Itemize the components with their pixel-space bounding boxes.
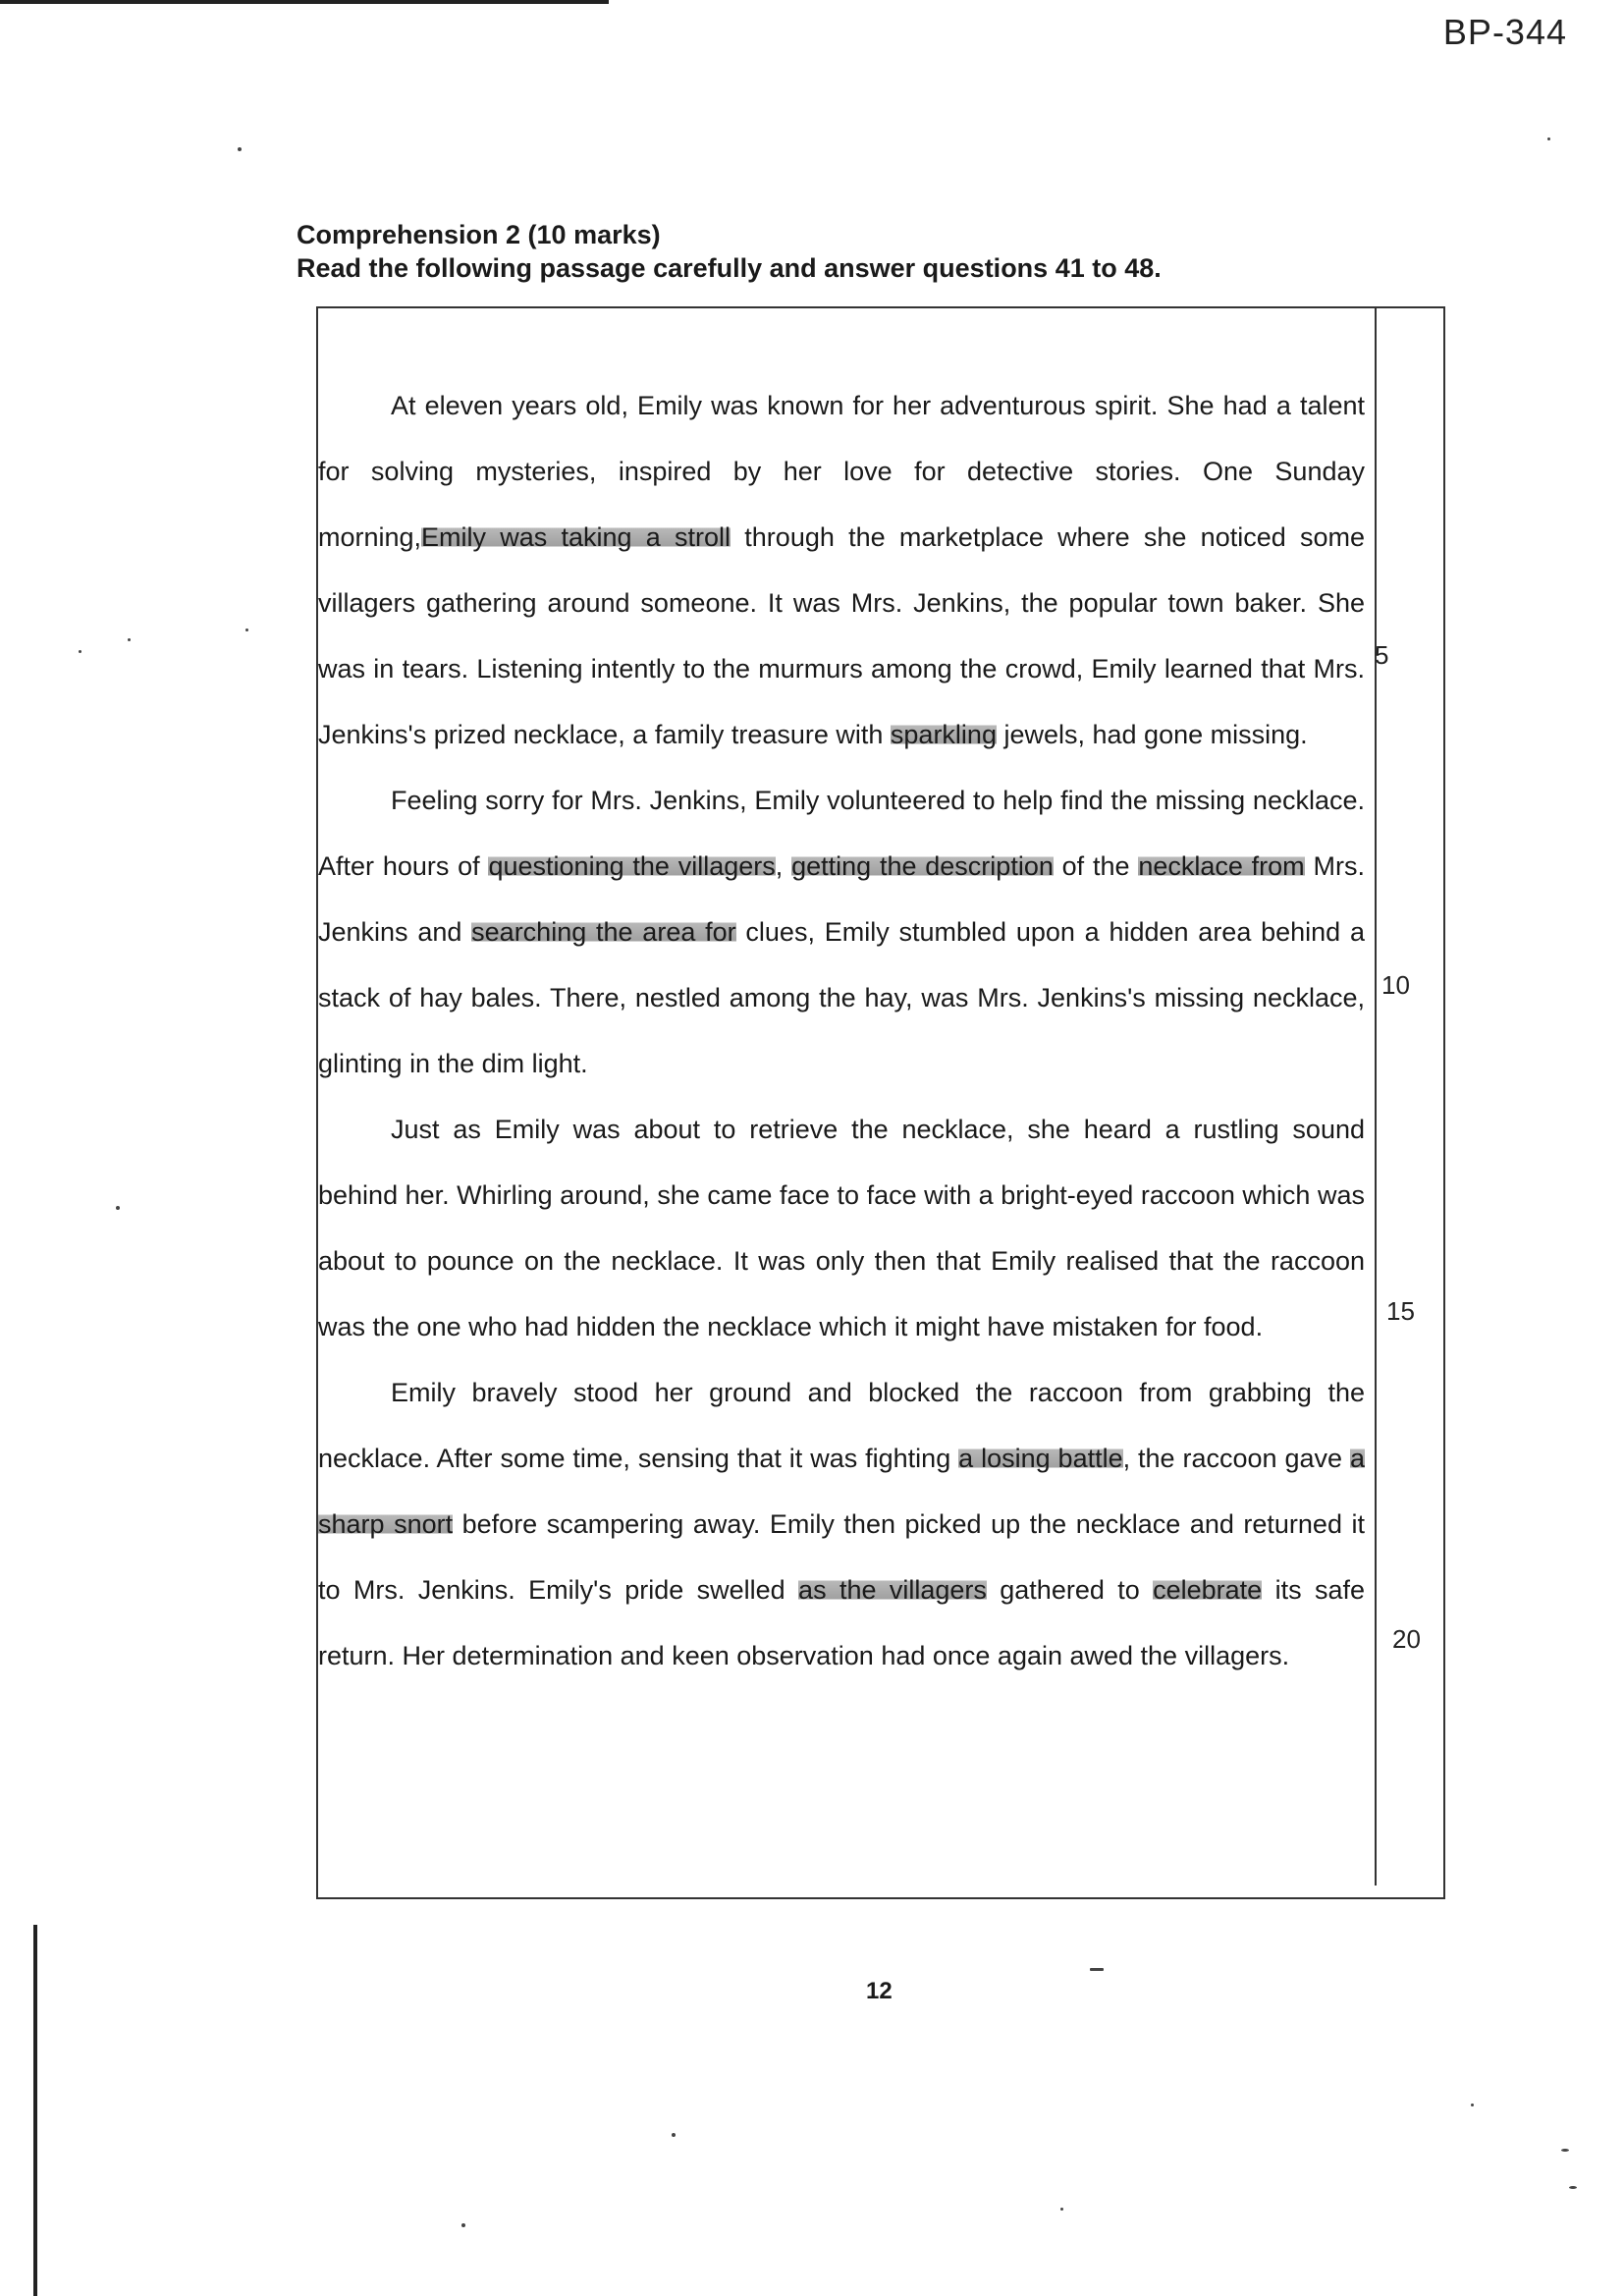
section-heading xyxy=(297,218,1162,285)
page-code: BP-344 xyxy=(1442,12,1567,52)
highlighted-phrase: celebrate xyxy=(1153,1575,1263,1605)
scan-speck xyxy=(672,2133,676,2137)
scan-speck xyxy=(1561,2149,1569,2152)
page-number: 12 xyxy=(866,1978,893,2004)
highlighted-phrase: getting the description xyxy=(791,851,1054,881)
paragraph-2: Feeling sorry for Mrs. Jenkins, Emily volunteered to help find the missing necklace. After hours of questioning the villagers, getting the description of the necklace from Mrs. Jenkins and searching the area for clues, Emily stumbled upon a hidden area behind a stack of hay bales. There, nestled among the hay, was Mrs. Jenkins's missing necklace, glinting in the dim light. xyxy=(318,786,1365,1078)
section-title: Comprehension 2 (10 marks) xyxy=(297,220,661,249)
line-number-10: 10 xyxy=(1381,970,1410,1000)
highlighted-phrase: sparkling xyxy=(890,720,997,749)
scan-speck xyxy=(1471,2104,1474,2106)
highlighted-phrase: searching the area for xyxy=(471,917,736,947)
scan-speck xyxy=(116,1206,120,1210)
scan-speck xyxy=(238,147,242,151)
scan-speck xyxy=(1090,1968,1104,1971)
line-number-5: 5 xyxy=(1375,640,1389,670)
scan-speck xyxy=(1547,137,1550,140)
highlighted-phrase: a losing battle xyxy=(958,1444,1123,1473)
paragraph-3: Just as Emily was about to retrieve the necklace, she heard a rustling sound behind her. Whirling around, she came face to face with a bright-eyed raccoon which was about to pounce on the necklace. It was only then that Emily realised that the raccoon was the one who had hidden the necklace which it might have mistaken for food. xyxy=(318,1115,1365,1341)
scan-speck xyxy=(461,2223,465,2227)
highlighted-phrase: necklace from xyxy=(1138,851,1305,881)
scan-speck xyxy=(79,650,81,653)
scan-speck xyxy=(1060,2208,1063,2211)
scan-border-left xyxy=(33,1925,37,2296)
highlighted-phrase: questioning the villagers xyxy=(488,851,776,881)
line-number-20: 20 xyxy=(1392,1624,1421,1654)
scan-speck xyxy=(128,638,131,641)
line-number-15: 15 xyxy=(1386,1296,1415,1326)
paragraph-4: Emily bravely stood her ground and blocked the raccoon from grabbing the necklace. After some time, sensing that it was fighting a losing battle, the raccoon gave a sharp snort before scampering away. Emily then picked up the necklace and returned it to Mrs. Jenkins. Emily's pride swelled as the villagers gathered to celebrate its safe return. Her determination and keen observation had once again awed the villagers. xyxy=(318,1378,1365,1670)
highlighted-phrase: as the villagers xyxy=(798,1575,987,1605)
scan-speck xyxy=(245,629,248,631)
paragraph-1: At eleven years old, Emily was known for her adventurous spirit. She had a talent for solving mysteries, inspired by her love for detective stories. One Sunday morning,Emily was taking a stroll through the marketplace where she noticed some villagers gathering around someone. It was Mrs. Jenkins, the popular town baker. She was in tears. Listening intently to the murmurs among the crowd, Emily learned that Mrs. Jenkins's prized necklace, a family treasure with sparkling jewels, had gone missing. xyxy=(318,391,1366,749)
highlighted-phrase: a sharp snort xyxy=(318,1444,1365,1539)
passage-text xyxy=(318,373,1365,1689)
scan-border-top xyxy=(0,0,609,4)
scan-speck xyxy=(1569,2186,1577,2189)
section-instruction: Read the following passage carefully and answer questions 41 to 48. xyxy=(297,253,1162,283)
highlighted-phrase: Emily was taking a stroll xyxy=(421,522,731,552)
